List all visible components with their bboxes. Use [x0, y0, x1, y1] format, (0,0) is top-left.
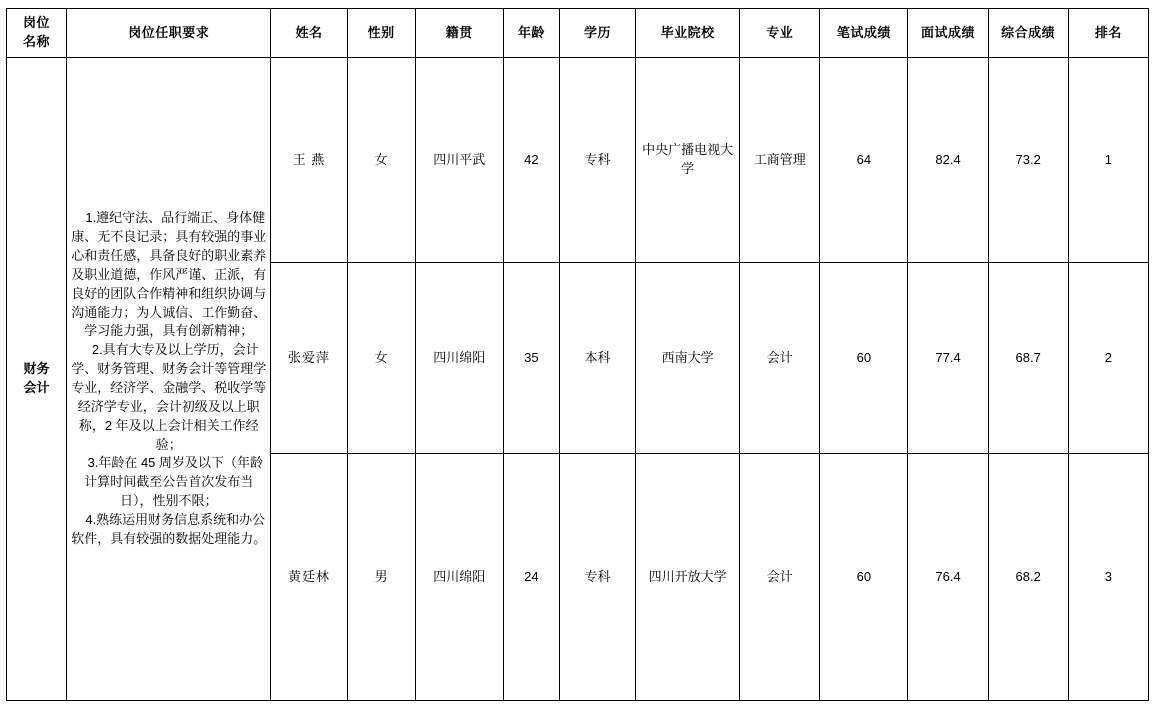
cell-interview-score: 76.4 — [908, 454, 988, 701]
cell-name: 王 燕 — [271, 58, 347, 263]
cell-age: 35 — [503, 263, 559, 454]
cell-interview-score: 82.4 — [908, 58, 988, 263]
cell-gender: 女 — [347, 263, 415, 454]
table-body — [7, 58, 1149, 701]
table-row — [7, 58, 1149, 263]
cell-education: 专科 — [559, 454, 635, 701]
cell-native-place: 四川绵阳 — [415, 454, 503, 701]
requirement-item-2: 2.具有大专及以上学历，会计学、财务管理、财务会计等管理学专业，经济学、金融学、税收学等经济学专业，会计初级及以上职称，2 年及以上会计相关工作经验； — [71, 342, 267, 452]
cell-interview-score: 77.4 — [908, 263, 988, 454]
cell-total-score: 68.2 — [988, 454, 1068, 701]
cell-gender: 女 — [347, 58, 415, 263]
cell-written-score: 64 — [820, 58, 908, 263]
cell-age: 42 — [503, 58, 559, 263]
cell-rank: 1 — [1068, 58, 1148, 263]
column-header-written-score: 笔试成绩 — [820, 9, 908, 58]
table-header-row — [7, 9, 1149, 58]
cell-school: 西南大学 — [636, 263, 740, 454]
requirement-item-4: 4.熟练运用财务信息系统和办公软件，具有较强的数据处理能力。 — [71, 511, 267, 546]
cell-major: 会计 — [740, 454, 820, 701]
cell-name: 张爱萍 — [271, 263, 347, 454]
cell-school: 中央广播电视大学 — [636, 58, 740, 263]
cell-name: 黄廷林 — [271, 454, 347, 701]
cell-written-score: 60 — [820, 454, 908, 701]
column-header-age: 年龄 — [503, 9, 559, 58]
cell-education: 专科 — [559, 58, 635, 263]
cell-major: 工商管理 — [740, 58, 820, 263]
column-header-post-line2: 名称 — [23, 34, 51, 49]
requirement-item-1: 1.遵纪守法、品行端正、身体健康、无不良记录；具有较强的事业心和责任感，具备良好的职业素养及职业道德，作风严谨、正派，有良好的团队合作精神和组织协调与沟通能力；为人诚信、工作勤奋、学习能力强，具有创新精神； — [71, 210, 267, 339]
cell-school: 四川开放大学 — [636, 454, 740, 701]
requirement-item-3: 3.年龄在 45 周岁及以下（年龄计算时间截至公告首次发布当日），性别不限； — [84, 455, 264, 509]
cell-post-name — [7, 58, 67, 701]
cell-native-place: 四川绵阳 — [415, 263, 503, 454]
cell-total-score: 68.7 — [988, 263, 1068, 454]
column-header-requirements: 岗位任职要求 — [67, 9, 271, 58]
column-header-total-score: 综合成绩 — [988, 9, 1068, 58]
table-header — [7, 9, 1149, 58]
column-header-education: 学历 — [559, 9, 635, 58]
cell-written-score: 60 — [820, 263, 908, 454]
column-header-name: 姓名 — [271, 9, 347, 58]
column-header-gender: 性别 — [347, 9, 415, 58]
cell-rank: 3 — [1068, 454, 1148, 701]
cell-rank: 2 — [1068, 263, 1148, 454]
cell-gender: 男 — [347, 454, 415, 701]
cell-native-place: 四川平武 — [415, 58, 503, 263]
column-header-rank: 排名 — [1068, 9, 1148, 58]
post-name-line1: 财务 — [23, 361, 50, 377]
cell-age: 24 — [503, 454, 559, 701]
cell-education: 本科 — [559, 263, 635, 454]
cell-requirements — [67, 58, 271, 701]
column-header-interview-score: 面试成绩 — [908, 9, 988, 58]
cell-total-score: 73.2 — [988, 58, 1068, 263]
column-header-school: 毕业院校 — [636, 9, 740, 58]
column-header-major: 专业 — [740, 9, 820, 58]
post-name-line2: 会计 — [23, 380, 50, 395]
column-header-post-line1: 岗位 — [23, 15, 51, 31]
cell-major: 会计 — [740, 263, 820, 454]
column-header-post — [7, 9, 67, 58]
recruitment-result-table — [6, 8, 1149, 701]
column-header-native-place: 籍贯 — [415, 9, 503, 58]
